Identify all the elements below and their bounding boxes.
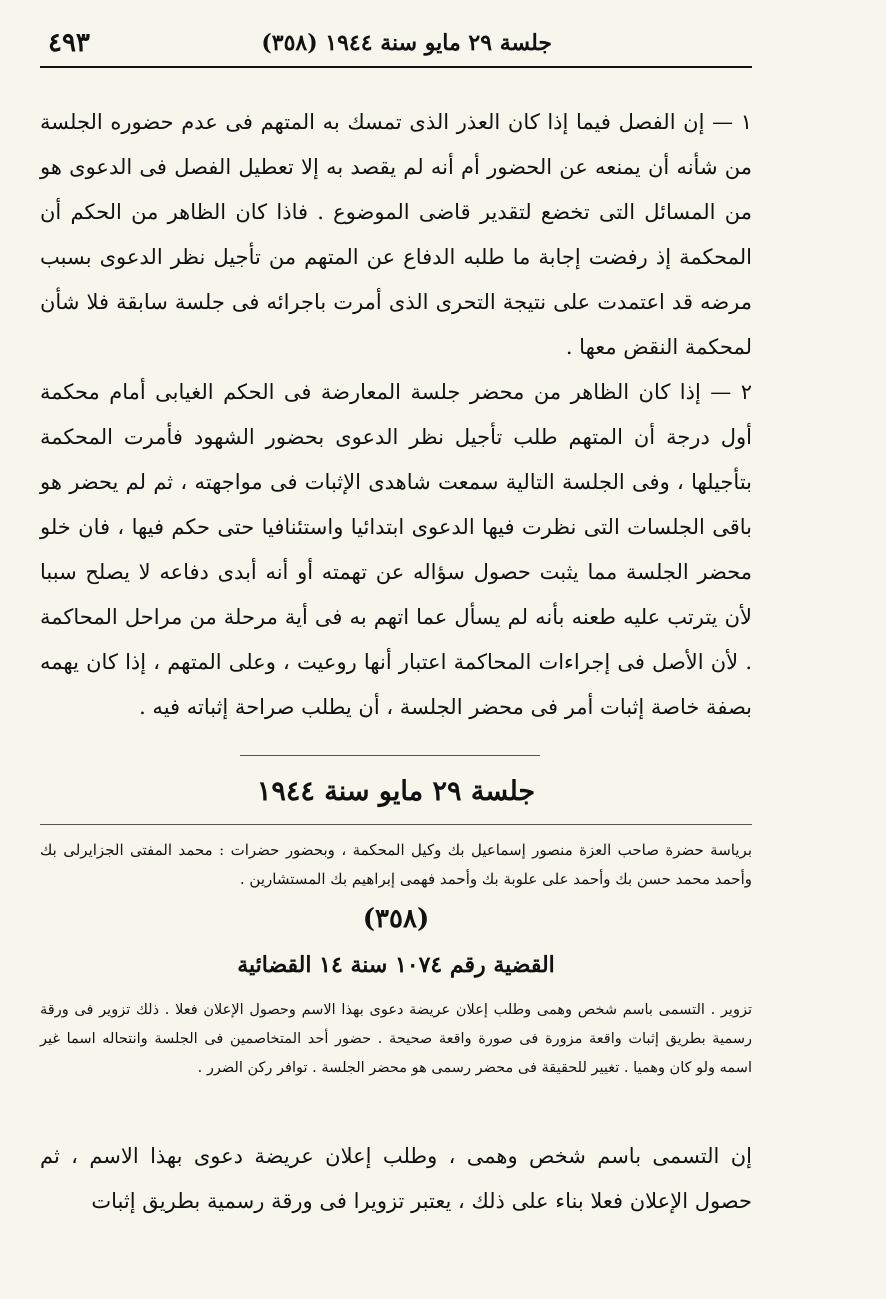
principles-section (40, 100, 752, 730)
case-number: القضية رقم ١٠٧٤ سنة ١٤ القضائية (237, 952, 555, 978)
document-page (40, 0, 752, 1299)
header-divider (40, 66, 752, 68)
ruling-opening-text: إن التسمى باسم شخص وهمى ، وطلب إعلان عريضة دعوى بهذا الاسم ، ثم حصول الإعلان فعلا بناء على ذلك ، يعتبر تزويرا فى ورقة رسمية بطريق إثبات (40, 1144, 752, 1213)
page-number: ٤٩٣ (48, 28, 90, 58)
presidency-note: برياسة حضرة صاحب العزة منصور إسماعيل بك وكيل المحكمة ، وبحضور حضرات : محمد المفتى الجزايرلى بك وأحمد محمد حسن بك وأحمد على علوبة بك وأحمد فهمى إبراهيم بك المستشارين . (40, 841, 752, 888)
session-divider (40, 824, 752, 825)
principle-paragraph-1: ١ — إن الفصل فيما إذا كان العذر الذى تمسك به المتهم فى عدم حضوره الجلسة من شأنه أن يمنعه عن الحضور أم أنه لم يقصد به إلا تعطيل الفصل فى الدعوى هو من المسائل التى تخضع لتقدير قاضى الموضوع . فاذا كان الظاهر من الحكم أن المحكمة إذ رفضت إجابة ما طلبه الدفاع عن المتهم من تأجيل نظر الدعوى بسبب مرضه قد اعتمدت على نتيجة التحرى الذى أمرت باجرائه فى جلسة سابقة فلا شأن لمحكمة النقض معها . (40, 110, 752, 359)
session-title: جلسة ٢٩ مايو سنة ١٩٤٤ (256, 776, 536, 807)
ruling-number: (٣٥٨) (362, 904, 430, 934)
principle-paragraph-2: ٢ — إذا كان الظاهر من محضر جلسة المعارضة فى الحكم الغيابى أمام محكمة أول درجة أن المتهم طلب تأجيل نظر الدعوى بحضور الشهود فأمرت المحكمة بتأجيلها ، وفى الجلسة التالية سمعت شاهدى الإثبات فى مواجهته ، ثم لم يحضر هو باقى الجلسات التى نظرت فيها الدعوى ابتدائيا واستئنافيا حتى حكم فيها ، فان خلو محضر الجلسة مما يثبت حصول سؤاله عن تهمته أو أنه أبدى دفاعه لا يصلح سببا لأن يترتب عليه طعنه بأنه لم يسأل عما اتهم به فى أية مرحلة من مراحل المحاكمة . لأن الأصل فى إجراءات المحاكمة اعتبار أنها روعيت ، وعلى المتهم ، إذا كان يهمه بصفة خاصة إثبات أمر فى محضر الجلسة ، أن يطلب صراحة إثباته فيه . (40, 380, 752, 719)
page-header (40, 22, 752, 66)
section-divider (240, 755, 540, 756)
case-summary: تزوير . التسمى باسم شخص وهمى وطلب إعلان عريضة دعوى بهذا الاسم وحصول الإعلان فعلا . ذلك تزوير فى ورقة رسمية بطريق إثبات واقعة مزورة فى صورة واقعة صحيحة . حضور أحد المتخاصمين فى الجلسة وانتحاله اسما غير اسمه ولو كان وهميا . تغيير للحقيقة فى محضر رسمى هو محضر الجلسة . توافر ركن الضرر . (40, 1002, 752, 1076)
running-title: جلسة ٢٩ مايو سنة ١٩٤٤ (٣٥٨) (261, 30, 552, 56)
